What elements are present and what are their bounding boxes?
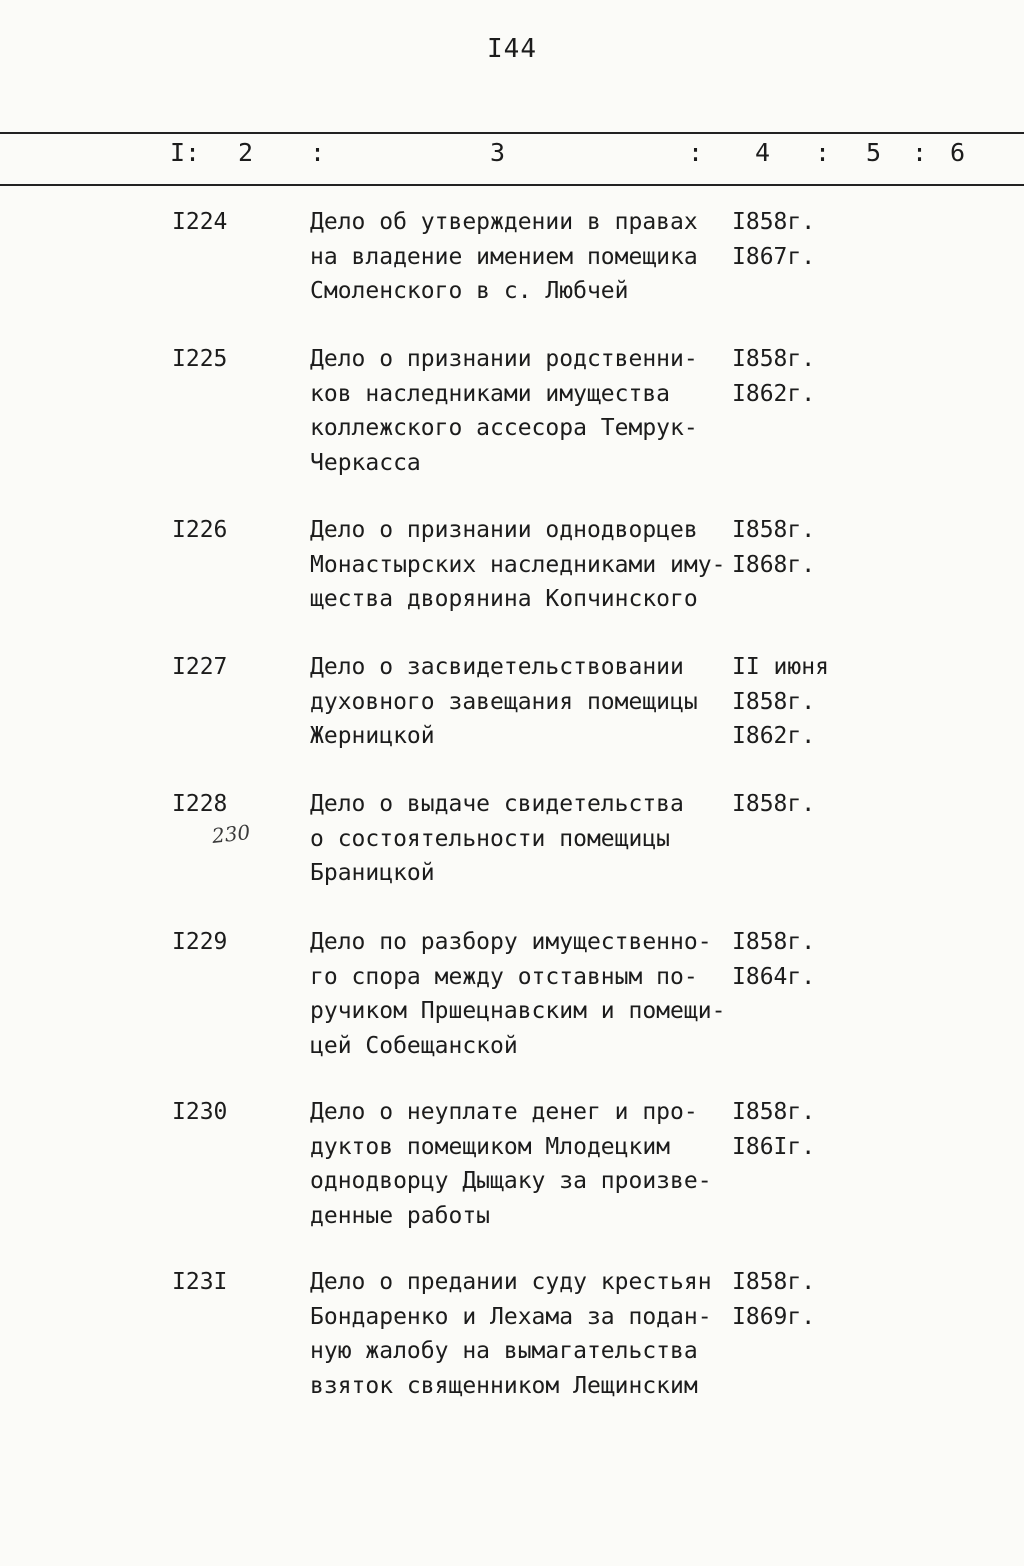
entry-title-line: дуктов помещиком Млодецким	[310, 1133, 671, 1160]
header-col-5: 5	[866, 138, 882, 167]
entry-title-line: коллежского ассесора Темрук-	[310, 415, 698, 441]
entry-title	[310, 1095, 740, 1233]
entry-title-line: ков наследниками имущества	[310, 380, 671, 407]
entry-date: I862г.	[732, 380, 816, 407]
entry-number: I224	[172, 209, 228, 235]
entry-title-line: на владение имением помещика	[310, 243, 698, 270]
entry-dates	[732, 1095, 852, 1164]
header-col-6: 6	[950, 138, 966, 167]
entry-title-line: Дело о неуплате денег и про-	[310, 1099, 698, 1125]
entry-title-line: однодворцу Дыщаку за произве-	[310, 1168, 712, 1194]
entry-title-line: духовного завещания помещицы	[310, 688, 698, 715]
entry-date: I858г.	[732, 791, 816, 817]
handwritten-note: 230	[210, 820, 252, 848]
header-separator: :	[688, 138, 704, 167]
entry-title-line: ную жалобу на вымагательства	[310, 1338, 698, 1364]
entry-number: I225	[172, 346, 228, 372]
entry-dates	[732, 1265, 852, 1334]
table-top-rule	[0, 132, 1024, 134]
entry-date: I858г.	[732, 346, 816, 372]
entry-title-line: Смоленского в с. Любчей	[310, 278, 629, 304]
entry-dates	[732, 513, 852, 582]
entry-date: I858г.	[732, 688, 816, 715]
entry-title-line: взяток священником Лещинским	[310, 1372, 698, 1399]
entry-title-line: Монастырских наследниками иму-	[310, 551, 726, 578]
entry-title-line: ручиком Пршецнавским и помещи-	[310, 998, 726, 1024]
entry-date: I869г.	[732, 1303, 816, 1330]
entry-number: I23I	[172, 1269, 228, 1295]
entry-title	[310, 650, 740, 754]
entry-dates	[732, 925, 852, 994]
entry-date: I858г.	[732, 517, 816, 543]
entry-title-line: Жерницкой	[310, 723, 435, 749]
entry-dates	[732, 650, 852, 754]
entry-title-line: Браницкой	[310, 860, 435, 886]
page-number: I44	[487, 34, 537, 64]
entry-title	[310, 1265, 740, 1403]
entry-date: I858г.	[732, 1099, 816, 1125]
entry-number: I227	[172, 654, 228, 680]
entry-date: I858г.	[732, 209, 816, 235]
entry-title-line: го спора между отставным по-	[310, 963, 698, 990]
header-col-4: 4	[755, 138, 771, 167]
entry-number: I230	[172, 1099, 228, 1125]
entry-title-line: Бондаренко и Лехама за подан-	[310, 1303, 712, 1330]
entry-title-line: Дело о признании родственни-	[310, 346, 698, 372]
entry-dates	[732, 787, 852, 822]
entry-number: I229	[172, 929, 228, 955]
entry-title-line: Дело об утверждении в правах	[310, 209, 698, 235]
entry-date: I867г.	[732, 243, 816, 270]
entry-title	[310, 205, 740, 309]
entry-title	[310, 513, 740, 617]
entry-number: I228	[172, 791, 228, 817]
header-separator: :	[310, 138, 326, 167]
entry-title-line: Дело о признании однодворцев	[310, 517, 698, 543]
entry-title-line: Дело о предании суду крестьян	[310, 1269, 712, 1295]
entry-title-line: денные работы	[310, 1202, 491, 1229]
entry-title	[310, 787, 740, 891]
entry-title-line: цей Собещанской	[310, 1032, 518, 1059]
header-col-2: 2	[238, 138, 254, 167]
entry-date: I868г.	[732, 551, 816, 578]
entry-date: I862г.	[732, 723, 816, 749]
entry-date: I864г.	[732, 963, 816, 990]
entry-number: I226	[172, 517, 228, 543]
entry-title-line: Дело о засвидетельствовании	[310, 654, 684, 680]
entry-title-line: Дело о выдаче свидетельства	[310, 791, 684, 817]
entry-title	[310, 342, 740, 480]
entry-dates	[732, 205, 852, 274]
entry-title-line: щества дворянина Копчинского	[310, 586, 698, 612]
entry-title-line: о состоятельности помещицы	[310, 825, 671, 852]
entry-title	[310, 925, 740, 1063]
entry-date: II июня	[732, 654, 829, 680]
entry-date: I86Iг.	[732, 1133, 816, 1160]
header-col-1: I:	[170, 138, 201, 167]
entry-title-line: Дело по разбору имущественно-	[310, 929, 712, 955]
entry-title-line: Черкасса	[310, 449, 421, 476]
entry-date: I858г.	[732, 1269, 816, 1295]
header-separator: :	[815, 138, 831, 167]
header-col-3: 3	[490, 138, 506, 167]
table-header-rule	[0, 184, 1024, 186]
header-separator: :	[912, 138, 928, 167]
entry-dates	[732, 342, 852, 411]
entry-date: I858г.	[732, 929, 816, 955]
